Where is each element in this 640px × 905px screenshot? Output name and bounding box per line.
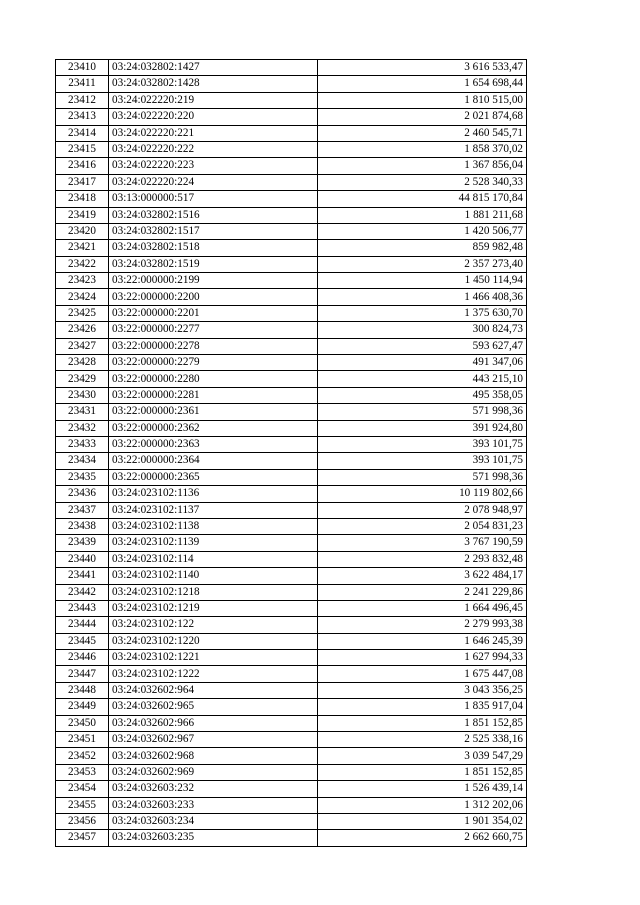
row-number-cell: 23434	[56, 453, 109, 469]
table-row	[56, 584, 527, 600]
table-row	[56, 715, 527, 731]
cadastral-number-cell: 03:22:000000:2200	[109, 289, 318, 305]
row-number-cell: 23427	[56, 338, 109, 354]
table-row	[56, 748, 527, 764]
row-number-cell: 23431	[56, 404, 109, 420]
cadastral-number-cell: 03:24:023102:1221	[109, 650, 318, 666]
cadastral-value-cell: 1 367 856,04	[318, 158, 527, 174]
table-row	[56, 256, 527, 272]
table-row	[56, 486, 527, 502]
cadastral-number-cell: 03:22:000000:2280	[109, 371, 318, 387]
cadastral-value-cell: 1 420 506,77	[318, 223, 527, 239]
cadastral-number-cell: 03:22:000000:2278	[109, 338, 318, 354]
cadastral-number-cell: 03:24:032802:1517	[109, 223, 318, 239]
cadastral-number-cell: 03:22:000000:2364	[109, 453, 318, 469]
cadastral-number-cell: 03:24:023102:114	[109, 551, 318, 567]
table-row	[56, 764, 527, 780]
cadastral-number-cell: 03:22:000000:2277	[109, 322, 318, 338]
table-row	[56, 141, 527, 157]
row-number-cell: 23424	[56, 289, 109, 305]
cadastral-value-cell: 859 982,48	[318, 240, 527, 256]
row-number-cell: 23430	[56, 387, 109, 403]
cadastral-value-cell: 1 810 515,00	[318, 92, 527, 108]
cadastral-number-cell: 03:24:022220:224	[109, 174, 318, 190]
table-row	[56, 469, 527, 485]
row-number-cell: 23416	[56, 158, 109, 174]
table-row	[56, 158, 527, 174]
row-number-cell: 23454	[56, 781, 109, 797]
table-row	[56, 830, 527, 846]
cadastral-number-cell: 03:24:032602:967	[109, 732, 318, 748]
row-number-cell: 23435	[56, 469, 109, 485]
table-row	[56, 568, 527, 584]
cadastral-value-cell: 3 043 356,25	[318, 682, 527, 698]
table-row	[56, 797, 527, 813]
cadastral-value-cell: 3 622 484,17	[318, 568, 527, 584]
table-row	[56, 223, 527, 239]
row-number-cell: 23444	[56, 617, 109, 633]
cadastral-number-cell: 03:24:022220:219	[109, 92, 318, 108]
cadastral-value-cell: 1 466 408,36	[318, 289, 527, 305]
cadastral-value-cell: 391 924,80	[318, 420, 527, 436]
cadastral-value-cell: 1 664 496,45	[318, 600, 527, 616]
cadastral-number-cell: 03:24:032603:234	[109, 813, 318, 829]
row-number-cell: 23426	[56, 322, 109, 338]
cadastral-value-cell: 2 054 831,23	[318, 518, 527, 534]
cadastral-value-cell: 1 675 447,08	[318, 666, 527, 682]
cadastral-number-cell: 03:24:022220:221	[109, 125, 318, 141]
cadastral-value-cell: 2 528 340,33	[318, 174, 527, 190]
row-number-cell: 23414	[56, 125, 109, 141]
table-row	[56, 289, 527, 305]
cadastral-value-cell: 1 627 994,33	[318, 650, 527, 666]
row-number-cell: 23422	[56, 256, 109, 272]
cadastral-value-cell: 2 460 545,71	[318, 125, 527, 141]
row-number-cell: 23448	[56, 682, 109, 698]
table-row	[56, 60, 527, 76]
cadastral-number-cell: 03:22:000000:2201	[109, 305, 318, 321]
table-row	[56, 666, 527, 682]
table-row	[56, 732, 527, 748]
row-number-cell: 23436	[56, 486, 109, 502]
row-number-cell: 23451	[56, 732, 109, 748]
cadastral-number-cell: 03:24:032602:966	[109, 715, 318, 731]
row-number-cell: 23410	[56, 60, 109, 76]
row-number-cell: 23419	[56, 207, 109, 223]
row-number-cell: 23423	[56, 273, 109, 289]
cadastral-value-cell: 1 851 152,85	[318, 715, 527, 731]
cadastral-number-cell: 03:22:000000:2281	[109, 387, 318, 403]
cadastral-number-cell: 03:22:000000:2362	[109, 420, 318, 436]
cadastral-number-cell: 03:24:032802:1516	[109, 207, 318, 223]
cadastral-value-cell: 1 881 211,68	[318, 207, 527, 223]
table-row	[56, 682, 527, 698]
table-row	[56, 109, 527, 125]
table-row	[56, 240, 527, 256]
cadastral-number-cell: 03:24:032602:969	[109, 764, 318, 780]
row-number-cell: 23455	[56, 797, 109, 813]
table-row	[56, 518, 527, 534]
cadastral-value-cell: 1 901 354,02	[318, 813, 527, 829]
cadastral-number-cell: 03:24:032602:965	[109, 699, 318, 715]
cadastral-value-cell: 2 525 338,16	[318, 732, 527, 748]
cadastral-value-cell: 3 039 547,29	[318, 748, 527, 764]
cadastral-value-cell: 1 646 245,39	[318, 633, 527, 649]
cadastral-number-cell: 03:24:022220:222	[109, 141, 318, 157]
table-row	[56, 502, 527, 518]
row-number-cell: 23433	[56, 436, 109, 452]
table-row	[56, 273, 527, 289]
cadastral-number-cell: 03:24:023102:1220	[109, 633, 318, 649]
cadastral-number-cell: 03:24:032802:1518	[109, 240, 318, 256]
cadastral-value-cell: 393 101,75	[318, 436, 527, 452]
cadastral-value-cell: 44 815 170,84	[318, 191, 527, 207]
table-row	[56, 404, 527, 420]
table-row	[56, 387, 527, 403]
table-row	[56, 338, 527, 354]
cadastral-number-cell: 03:22:000000:2363	[109, 436, 318, 452]
table-row	[56, 617, 527, 633]
table-row	[56, 535, 527, 551]
cadastral-value-cell: 571 998,36	[318, 469, 527, 485]
cadastral-number-cell: 03:24:032602:964	[109, 682, 318, 698]
row-number-cell: 23443	[56, 600, 109, 616]
row-number-cell: 23420	[56, 223, 109, 239]
cadastral-number-cell: 03:22:000000:2365	[109, 469, 318, 485]
cadastral-number-cell: 03:24:032602:968	[109, 748, 318, 764]
table-row	[56, 92, 527, 108]
cadastral-value-cell: 3 616 533,47	[318, 60, 527, 76]
cadastral-value-cell: 3 767 190,59	[318, 535, 527, 551]
cadastral-number-cell: 03:22:000000:2279	[109, 355, 318, 371]
table-row	[56, 453, 527, 469]
cadastral-number-cell: 03:24:023102:1140	[109, 568, 318, 584]
row-number-cell: 23452	[56, 748, 109, 764]
cadastral-value-cell: 10 119 802,66	[318, 486, 527, 502]
cadastral-value-cell: 1 312 202,06	[318, 797, 527, 813]
row-number-cell: 23411	[56, 76, 109, 92]
cadastral-value-cell: 593 627,47	[318, 338, 527, 354]
cadastral-number-cell: 03:24:023102:1139	[109, 535, 318, 551]
row-number-cell: 23457	[56, 830, 109, 846]
table-row	[56, 305, 527, 321]
cadastral-number-cell: 03:24:023102:1138	[109, 518, 318, 534]
row-number-cell: 23440	[56, 551, 109, 567]
cadastral-number-cell: 03:24:032603:235	[109, 830, 318, 846]
table-row	[56, 650, 527, 666]
table-row	[56, 551, 527, 567]
row-number-cell: 23428	[56, 355, 109, 371]
row-number-cell: 23439	[56, 535, 109, 551]
cadastral-number-cell: 03:24:032603:233	[109, 797, 318, 813]
cadastral-value-cell: 571 998,36	[318, 404, 527, 420]
table-row	[56, 699, 527, 715]
cadastral-value-cell: 491 347,06	[318, 355, 527, 371]
cadastral-number-cell: 03:24:023102:1219	[109, 600, 318, 616]
cadastral-number-cell: 03:22:000000:2361	[109, 404, 318, 420]
row-number-cell: 23437	[56, 502, 109, 518]
row-number-cell: 23441	[56, 568, 109, 584]
table-row	[56, 125, 527, 141]
cadastral-number-cell: 03:24:023102:1136	[109, 486, 318, 502]
row-number-cell: 23438	[56, 518, 109, 534]
table-row	[56, 322, 527, 338]
cadastral-number-cell: 03:24:032802:1519	[109, 256, 318, 272]
table-row	[56, 174, 527, 190]
table-row	[56, 420, 527, 436]
row-number-cell: 23429	[56, 371, 109, 387]
row-number-cell: 23417	[56, 174, 109, 190]
table-row	[56, 813, 527, 829]
cadastral-value-cell: 2 279 993,38	[318, 617, 527, 633]
cadastral-value-table	[55, 59, 527, 847]
table-row	[56, 191, 527, 207]
cadastral-value-cell: 2 662 660,75	[318, 830, 527, 846]
cadastral-number-cell: 03:24:023102:122	[109, 617, 318, 633]
table-row	[56, 600, 527, 616]
cadastral-value-cell: 2 357 273,40	[318, 256, 527, 272]
row-number-cell: 23453	[56, 764, 109, 780]
cadastral-value-cell: 1 654 698,44	[318, 76, 527, 92]
row-number-cell: 23413	[56, 109, 109, 125]
row-number-cell: 23421	[56, 240, 109, 256]
cadastral-value-cell: 495 358,05	[318, 387, 527, 403]
cadastral-value-cell: 2 293 832,48	[318, 551, 527, 567]
row-number-cell: 23432	[56, 420, 109, 436]
row-number-cell: 23456	[56, 813, 109, 829]
cadastral-number-cell: 03:24:022220:223	[109, 158, 318, 174]
row-number-cell: 23442	[56, 584, 109, 600]
cadastral-value-cell: 300 824,73	[318, 322, 527, 338]
cadastral-number-cell: 03:24:032802:1428	[109, 76, 318, 92]
cadastral-number-cell: 03:24:032603:232	[109, 781, 318, 797]
table-row	[56, 633, 527, 649]
row-number-cell: 23449	[56, 699, 109, 715]
row-number-cell: 23446	[56, 650, 109, 666]
row-number-cell: 23447	[56, 666, 109, 682]
row-number-cell: 23425	[56, 305, 109, 321]
row-number-cell: 23418	[56, 191, 109, 207]
table-row	[56, 436, 527, 452]
cadastral-value-cell: 2 021 874,68	[318, 109, 527, 125]
table-row	[56, 371, 527, 387]
cadastral-number-cell: 03:24:032802:1427	[109, 60, 318, 76]
cadastral-value-cell: 1 851 152,85	[318, 764, 527, 780]
table-row	[56, 355, 527, 371]
table-body	[56, 60, 527, 847]
cadastral-value-cell: 1 375 630,70	[318, 305, 527, 321]
row-number-cell: 23415	[56, 141, 109, 157]
cadastral-number-cell: 03:24:023102:1222	[109, 666, 318, 682]
cadastral-value-cell: 2 241 229,86	[318, 584, 527, 600]
cadastral-value-cell: 1 835 917,04	[318, 699, 527, 715]
table-row	[56, 207, 527, 223]
cadastral-value-cell: 2 078 948,97	[318, 502, 527, 518]
cadastral-number-cell: 03:24:023102:1218	[109, 584, 318, 600]
row-number-cell: 23445	[56, 633, 109, 649]
cadastral-number-cell: 03:22:000000:2199	[109, 273, 318, 289]
table-row	[56, 781, 527, 797]
cadastral-value-cell: 443 215,10	[318, 371, 527, 387]
cadastral-number-cell: 03:13:000000:517	[109, 191, 318, 207]
cadastral-value-cell: 1 526 439,14	[318, 781, 527, 797]
cadastral-number-cell: 03:24:023102:1137	[109, 502, 318, 518]
cadastral-number-cell: 03:24:022220:220	[109, 109, 318, 125]
row-number-cell: 23450	[56, 715, 109, 731]
cadastral-value-cell: 393 101,75	[318, 453, 527, 469]
cadastral-value-cell: 1 450 114,94	[318, 273, 527, 289]
row-number-cell: 23412	[56, 92, 109, 108]
table-row	[56, 76, 527, 92]
cadastral-value-cell: 1 858 370,02	[318, 141, 527, 157]
